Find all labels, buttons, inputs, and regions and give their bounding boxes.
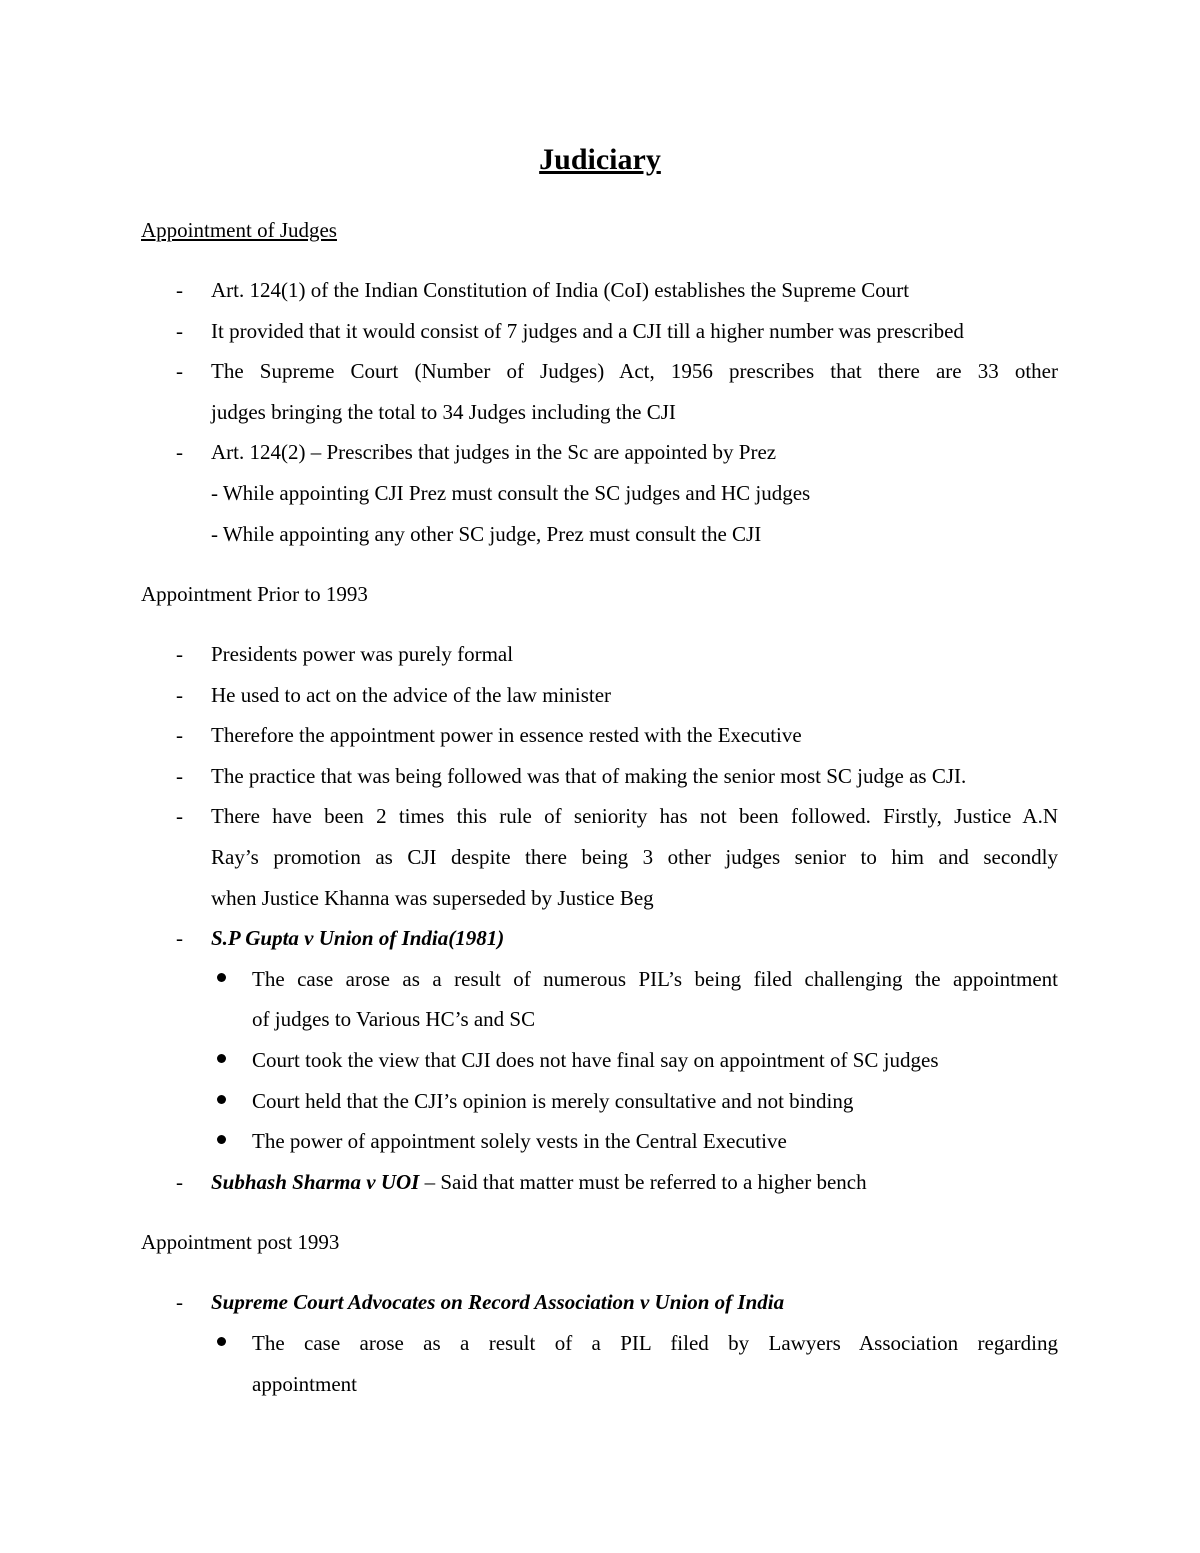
list-item: The Supreme Court (Number of Judges) Act, 1956 prescribes that there are 33 other (211, 359, 1058, 383)
bullet-dot (217, 1337, 226, 1346)
list-item: Art. 124(1) of the Indian Constitution of India (CoI) establishes the Supreme Court (211, 278, 910, 302)
case-name-sc-aor: Supreme Court Advocates on Record Association v Union of India (211, 1290, 785, 1314)
sub-list-item: - While appointing CJI Prez must consult the SC judges and HC judges (211, 481, 811, 505)
list-dash: - (176, 319, 183, 343)
list-dash: - (176, 1170, 183, 1194)
bullet-item: The case arose as a result of a PIL filed by Lawyers Association regarding (252, 1331, 1058, 1355)
list-dash: - (176, 359, 183, 383)
list-dash: - (176, 683, 183, 707)
list-dash: - (176, 642, 183, 666)
list-item: Art. 124(2) – Prescribes that judges in the Sc are appointed by Prez (211, 440, 777, 464)
bullet-item: Court took the view that CJI does not have final say on appointment of SC judges (252, 1048, 939, 1072)
list-item (211, 1167, 867, 1197)
list-dash: - (176, 723, 183, 747)
bullet-item: Court held that the CJI’s opinion is merely consultative and not binding (252, 1089, 854, 1113)
section-heading-prior-to-1993: Appointment Prior to 1993 (141, 582, 368, 606)
list-item: He used to act on the advice of the law minister (211, 683, 612, 707)
list-dash: - (176, 926, 183, 950)
list-item-continued: Ray’s promotion as CJI despite there being 3 other judges senior to him and secondly (211, 845, 1058, 869)
sub-list-item: - While appointing any other SC judge, Prez must consult the CJI (211, 522, 762, 546)
bullet-dot (217, 1135, 226, 1144)
bullet-item: The case arose as a result of numerous PIL’s being filed challenging the appointment (252, 967, 1058, 991)
bullet-item: The power of appointment solely vests in the Central Executive (252, 1129, 787, 1153)
bullet-item-continued: appointment (252, 1372, 357, 1396)
section-heading-post-1993: Appointment post 1993 (141, 1230, 340, 1254)
list-dash: - (176, 440, 183, 464)
section-heading-appointment-of-judges: Appointment of Judges (141, 218, 337, 242)
list-dash: - (176, 278, 183, 302)
list-dash: - (176, 1290, 183, 1314)
list-item: Therefore the appointment power in essence rested with the Executive (211, 723, 802, 747)
case-name-sp-gupta: S.P Gupta v Union of India(1981) (211, 926, 505, 950)
list-dash: - (176, 764, 183, 788)
list-dash: - (176, 804, 183, 828)
case-note: – Said that matter must be referred to a higher bench (419, 1170, 867, 1194)
bullet-item-continued: of judges to Various HC’s and SC (252, 1007, 536, 1031)
bullet-dot (217, 1095, 226, 1104)
list-item-continued: judges bringing the total to 34 Judges including the CJI (211, 400, 676, 424)
bullet-dot (217, 1054, 226, 1063)
bullet-dot (217, 973, 226, 982)
case-name-subhash-sharma: Subhash Sharma v UOI (211, 1170, 420, 1194)
list-item: Presidents power was purely formal (211, 642, 514, 666)
list-item-continued: when Justice Khanna was superseded by Justice Beg (211, 886, 654, 910)
document-title: Judiciary (539, 143, 661, 176)
list-item: There have been 2 times this rule of seniority has not been followed. Firstly, Justice A.N (211, 804, 1058, 828)
list-item: The practice that was being followed was that of making the senior most SC judge as CJI. (211, 764, 967, 788)
list-item: It provided that it would consist of 7 judges and a CJI till a higher number was prescribed (211, 319, 964, 343)
